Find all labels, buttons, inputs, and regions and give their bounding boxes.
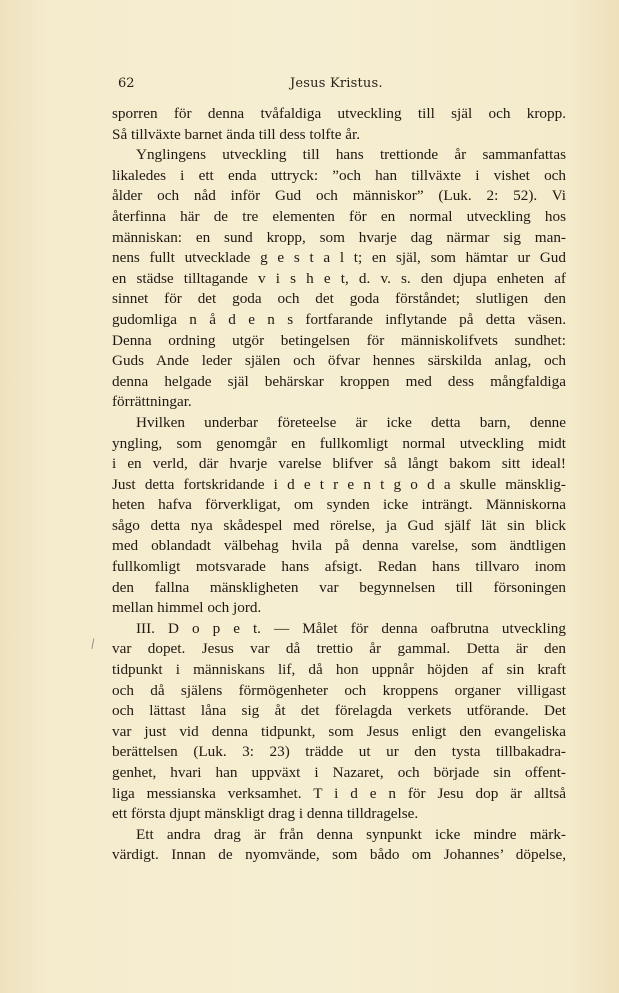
text-line: heten hafva förverkligat, om synden icke inträngt. Människorna <box>112 496 566 514</box>
text-line: sinnet för det goda och det goda förståndet; slutligen den <box>112 290 566 308</box>
text-line: likaledes i ett enda uttryck: ”och han tillväxte i vishet och <box>112 166 566 184</box>
text-line: tidpunkt i människans lif, då hon uppnår höjden af sin kraft <box>112 661 566 679</box>
text-line: ålder och nåd inför Gud och människor” (Luk. 2: 52). Vi <box>112 187 566 205</box>
text-line: en städse tilltagande v i s h e t, d. v. s. den djupa enheten af <box>112 269 566 287</box>
text-line: nens fullt utvecklade g e s t a l t; en själ, som hämtar ur Gud <box>112 249 566 267</box>
text-line: värdigt. Innan de nyomvände, som bådo om Johannes’ döpelse, <box>112 846 566 864</box>
text-line: yngling, som genomgår en fullkomligt normal utveckling midt <box>112 434 566 452</box>
text-line: liga messianska verksamhet. T i d e n för Jesu dop är alltså <box>112 784 566 802</box>
text-line: III. D o p e t. — Målet för denna oafbrutna utveckling <box>136 619 566 637</box>
text-line: förrättningar. <box>112 393 192 411</box>
text-line: i en verld, där hvarje varelse blifver så långt bakom sitt ideal! <box>112 455 566 473</box>
text-line: mellan himmel och jord. <box>112 599 262 617</box>
text-line: var just vid denna tidpunkt, som Jesus enligt den evangeliska <box>112 722 566 740</box>
text-line: Hvilken underbar företeelse är icke detta barn, denne <box>136 413 566 431</box>
text-line: och lättast låna sig åt det förelagda verkets utförande. Det <box>112 702 566 720</box>
text-line: gudomliga n å d e n s fortfarande inflytande på detta väsen. <box>112 310 566 328</box>
text-line: med oblandadt välbehag hvila på denna varelse, som ändtligen <box>112 537 566 555</box>
text-line: Denna ordning utgör betingelsen för människolifvets sundhet: <box>112 331 566 349</box>
text-line: fullkomligt motsvarade hans afsigt. Redan hans tillvaro inom <box>112 558 566 576</box>
text-line: genhet, hvari han uppväxt i Nazaret, och började sin offent- <box>112 764 566 781</box>
page-number: 62 <box>118 76 135 91</box>
text-line: var dopet. Jesus var då trettio år gammal. Detta är den <box>112 640 566 658</box>
text-line: återfinna här de tre elementen för en normal utveckling hos <box>112 207 566 225</box>
text-line: berättelsen (Luk. 3: 23) trädde ut ur den tysta tillbakadra- <box>112 743 566 761</box>
text-line: den fallna mänskligheten var begynnelsen till försoningen <box>112 578 566 596</box>
text-line: denna helgade själ behärskar kroppen med dess mångfaldiga <box>112 372 566 390</box>
text-line: sågo detta nya skådespel med rörelse, ja Gud själf lät sin blick <box>112 516 566 534</box>
text-line: ett första djupt mänskligt drag i denna tilldragelse. <box>112 805 419 823</box>
text-line: Guds Ande leder själen och öfvar hennes särskilda anlag, och <box>112 352 566 370</box>
text-line: Ynglingens utveckling till hans trettionde år sammanfattas <box>136 146 566 164</box>
text-line: Så tillväxte barnet ända till dess tolfte år. <box>112 125 360 143</box>
text-line: och då själens förmögenheter och kroppens organer villigast <box>112 681 566 699</box>
body-text <box>112 104 566 866</box>
text-line: sporren för denna tvåfaldiga utveckling till själ och kropp. <box>112 105 566 122</box>
text-line: Just detta fortskridande i d e t r e n t g o d a skulle mänsklig- <box>112 475 566 493</box>
text-line: människan: en sund kropp, som hvarje dag närmar sig man- <box>112 228 566 246</box>
running-title: Jesus Kristus. <box>290 76 383 91</box>
page-header <box>118 76 558 96</box>
margin-mark: ⁄ <box>89 637 97 651</box>
text-line: Ett andra drag är från denna synpunkt icke mindre märk- <box>136 825 566 843</box>
